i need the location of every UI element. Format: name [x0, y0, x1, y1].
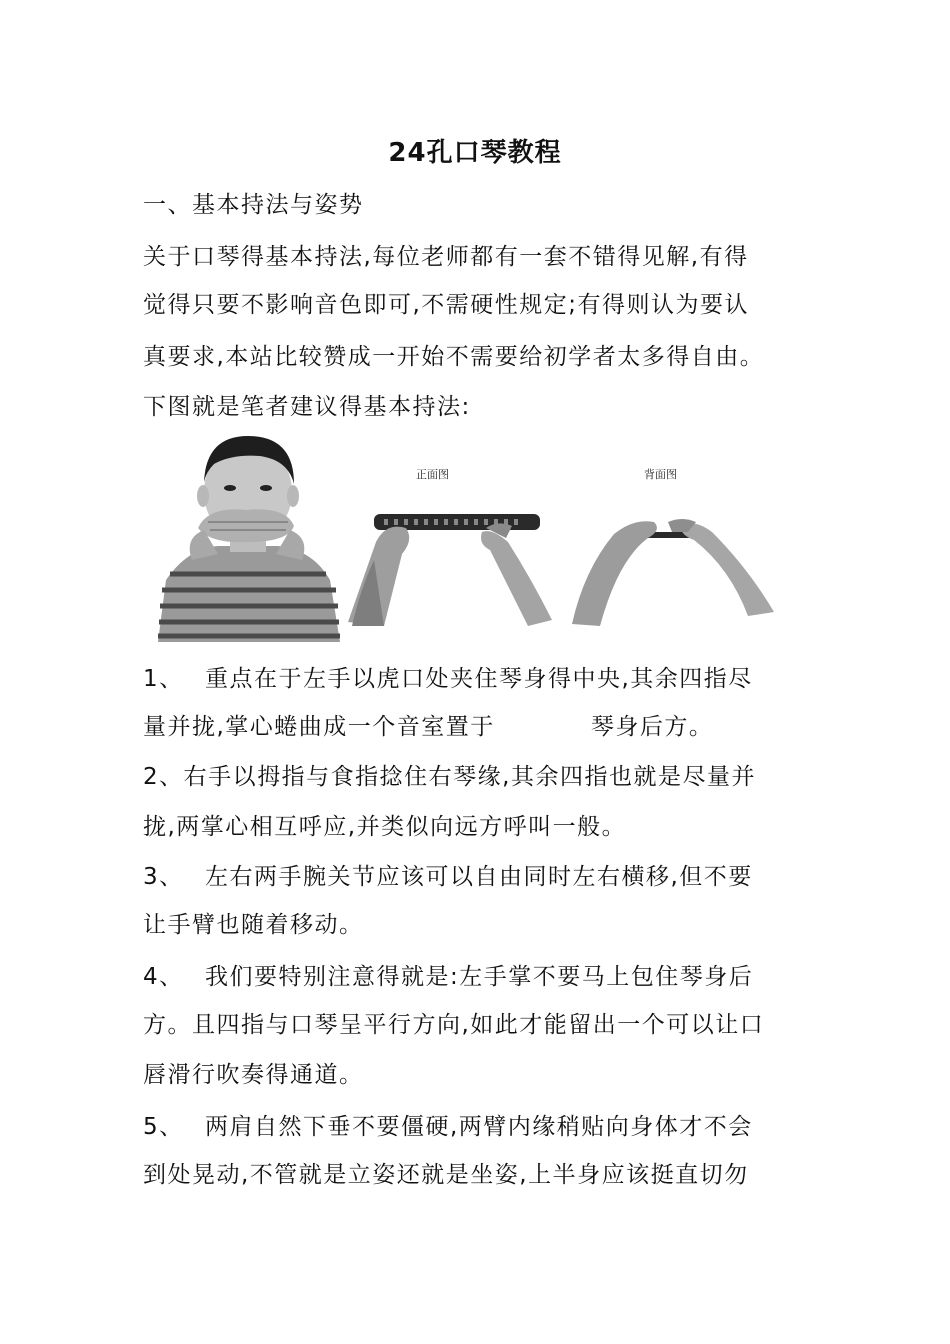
list-item-number: 3、 — [143, 864, 184, 890]
section-heading: 一、基本持法与姿势 — [143, 192, 364, 218]
list-item-1-continued — [143, 708, 823, 741]
list-item-1 — [143, 660, 823, 693]
intro-line-3: 真要求,本站比较赞成一开始不需要给初学者太多得自由。 — [143, 344, 765, 370]
list-item-text: 右手以拇指与食指捻住右琴缘,其余四指也就是尽量并 — [183, 764, 756, 790]
list-item-2-continued: 拢,两掌心相互呼应,并类似向远方呼叫一般。 — [143, 814, 627, 840]
back-view-label: 背面图 — [644, 468, 677, 481]
intro-line-1: 关于口琴得基本持法,每位老师都有一套不错得见解,有得 — [143, 244, 749, 270]
document-title: 24孔口琴教程 — [388, 138, 562, 168]
intro-line-4: 下图就是笔者建议得基本持法: — [143, 394, 471, 420]
list-item-4-continued: 唇滑行吹奏得通道。 — [143, 1062, 364, 1088]
list-item-number: 5、 — [143, 1114, 184, 1140]
list-item-number: 1、 — [143, 666, 184, 692]
list-item-text: 我们要特别注意得就是:左手掌不要马上包住琴身后 — [205, 964, 754, 990]
list-item-5-continued: 到处晃动,不管就是立姿还就是坐姿,上半身应该挺直切勿 — [143, 1162, 749, 1188]
holding-posture-figure — [148, 430, 788, 642]
list-item-text: 量并拢,掌心蜷曲成一个音室置于 — [143, 714, 495, 740]
list-item-4 — [143, 958, 823, 991]
list-item-text: 左右两手腕关节应该可以自由同时左右横移,但不要 — [205, 864, 753, 890]
boy-playing-photo — [148, 430, 346, 642]
list-item-2 — [143, 758, 823, 791]
list-item-text: 琴身后方。 — [590, 714, 714, 740]
list-item-text: 两肩自然下垂不要僵硬,两臂内缘稍贴向身体才不会 — [205, 1114, 753, 1140]
front-view-label: 正面图 — [416, 468, 449, 481]
list-item-text: 重点在于左手以虎口处夹住琴身得中央,其余四指尽 — [205, 666, 753, 692]
intro-line-2: 觉得只要不影响音色即可,不需硬性规定;有得则认为要认 — [143, 292, 750, 318]
list-item-4-continued: 方。且四指与口琴呈平行方向,如此才能留出一个可以让口 — [143, 1012, 765, 1038]
list-item-3-continued: 让手臂也随着移动。 — [143, 912, 364, 938]
list-item-number: 4、 — [143, 964, 184, 990]
list-item-number: 2、 — [143, 764, 184, 790]
front-view-photo — [348, 468, 552, 626]
back-view-photo — [572, 467, 774, 626]
list-item-3 — [143, 858, 823, 891]
list-item-5 — [143, 1108, 823, 1141]
